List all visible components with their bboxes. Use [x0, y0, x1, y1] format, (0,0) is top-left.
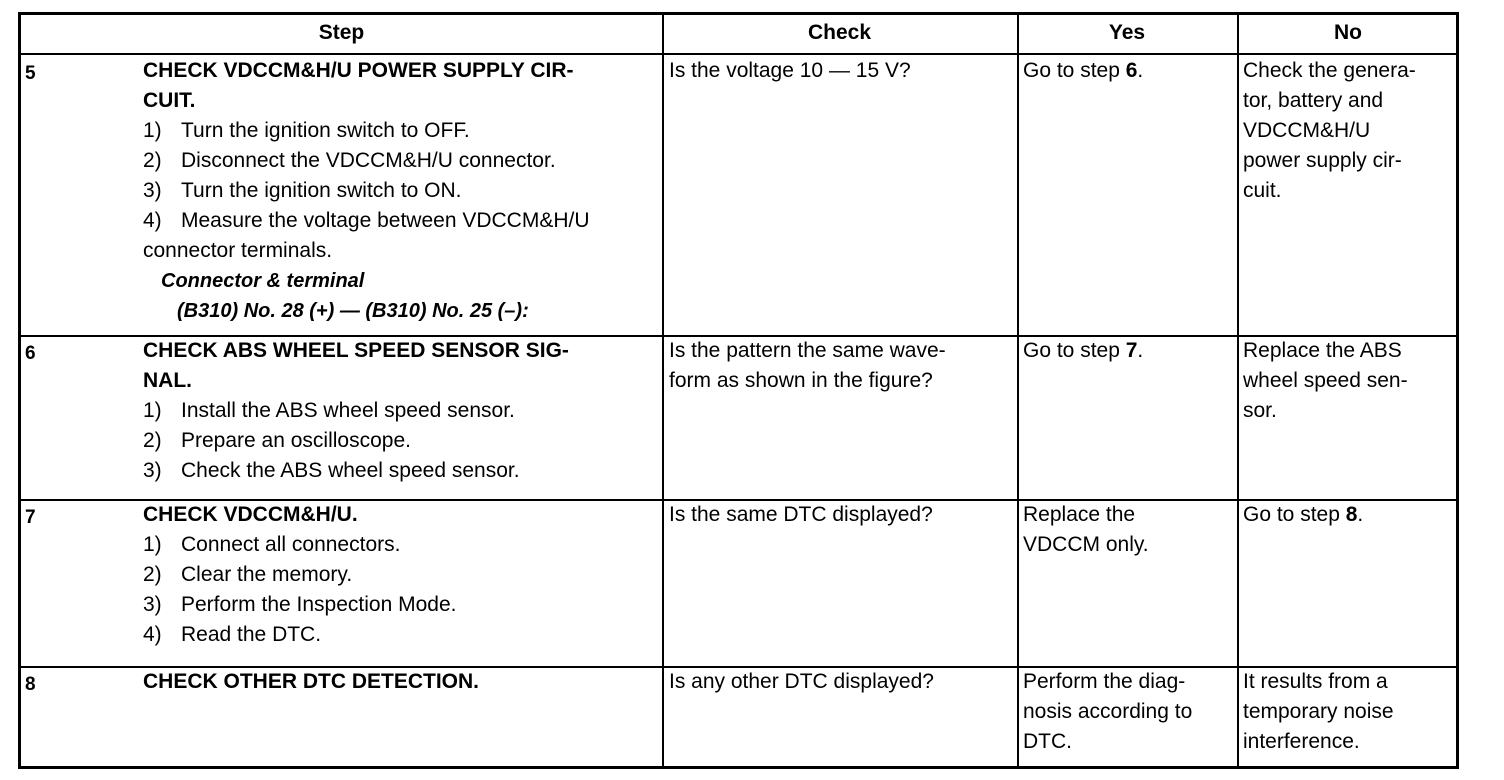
- check-question: Is any other DTC displayed?: [669, 670, 934, 693]
- row-divider: [21, 53, 1456, 55]
- column-divider: [662, 15, 664, 766]
- yes-action: Perform the diag- nosis according to DTC.: [1023, 670, 1193, 753]
- diagnostic-table: [18, 12, 1459, 769]
- check-question: Is the same DTC displayed?: [669, 503, 933, 526]
- step-description: [143, 56, 658, 326]
- check-question: Is the voltage 10 — 15 V?: [669, 59, 911, 82]
- header-yes: Yes: [1108, 21, 1146, 44]
- yes-action: Go to step 6.: [1023, 59, 1144, 82]
- step-number: 8: [25, 674, 36, 695]
- header-no: No: [1334, 21, 1362, 44]
- substep-continuation: connector terminals.: [143, 239, 333, 262]
- step-title-continued: CUIT.: [143, 89, 196, 112]
- substep: 1) Connect all connectors.: [143, 533, 401, 556]
- step-title: CHECK OTHER DTC DETECTION.: [143, 670, 479, 693]
- substep: 3) Check the ABS wheel speed sensor.: [143, 459, 520, 482]
- yes-action: Go to step 7.: [1023, 339, 1144, 362]
- column-divider: [1237, 15, 1239, 766]
- column-divider: [1017, 15, 1019, 766]
- header-check: Check: [807, 21, 872, 44]
- substep: 2) Prepare an oscilloscope.: [143, 429, 411, 452]
- substep: 1) Install the ABS wheel speed sensor.: [143, 399, 515, 422]
- step-description: [143, 336, 658, 486]
- step-number: 5: [25, 63, 36, 84]
- no-action: Replace the ABS wheel speed sen- sor.: [1243, 339, 1408, 422]
- substep: 1) Turn the ignition switch to OFF.: [143, 119, 470, 142]
- substep: 3) Perform the Inspection Mode.: [143, 593, 457, 616]
- step-number: 6: [25, 343, 36, 364]
- substep: 3) Turn the ignition switch to ON.: [143, 179, 462, 202]
- connector-terminal-value: (B310) No. 28 (+) — (B310) No. 25 (–):: [177, 300, 529, 322]
- header-step: Step: [318, 21, 365, 44]
- substep: 4) Measure the voltage between VDCCM&H/U: [143, 209, 590, 232]
- connector-terminal-label: Connector & terminal: [161, 270, 365, 292]
- step-title: CHECK VDCCM&H/U POWER SUPPLY CIR-: [143, 59, 574, 82]
- step-number: 7: [25, 507, 36, 528]
- yes-action: Replace the VDCCM only.: [1023, 503, 1149, 556]
- substep: 4) Read the DTC.: [143, 623, 322, 646]
- check-question: Is the pattern the same wave- form as shown in the figure?: [669, 339, 946, 392]
- no-action: It results from a temporary noise interference.: [1243, 670, 1394, 753]
- no-action: Check the genera- tor, battery and VDCCM&H/U power supply cir- cuit.: [1243, 59, 1416, 202]
- step-title: CHECK ABS WHEEL SPEED SENSOR SIG-: [143, 339, 569, 362]
- no-action: Go to step 8.: [1243, 503, 1364, 526]
- step-title: CHECK VDCCM&H/U.: [143, 503, 358, 526]
- step-description: [143, 667, 658, 697]
- substep: 2) Clear the memory.: [143, 563, 353, 586]
- substep: 2) Disconnect the VDCCM&H/U connector.: [143, 149, 556, 172]
- step-description: [143, 500, 658, 650]
- step-title-continued: NAL.: [143, 369, 192, 392]
